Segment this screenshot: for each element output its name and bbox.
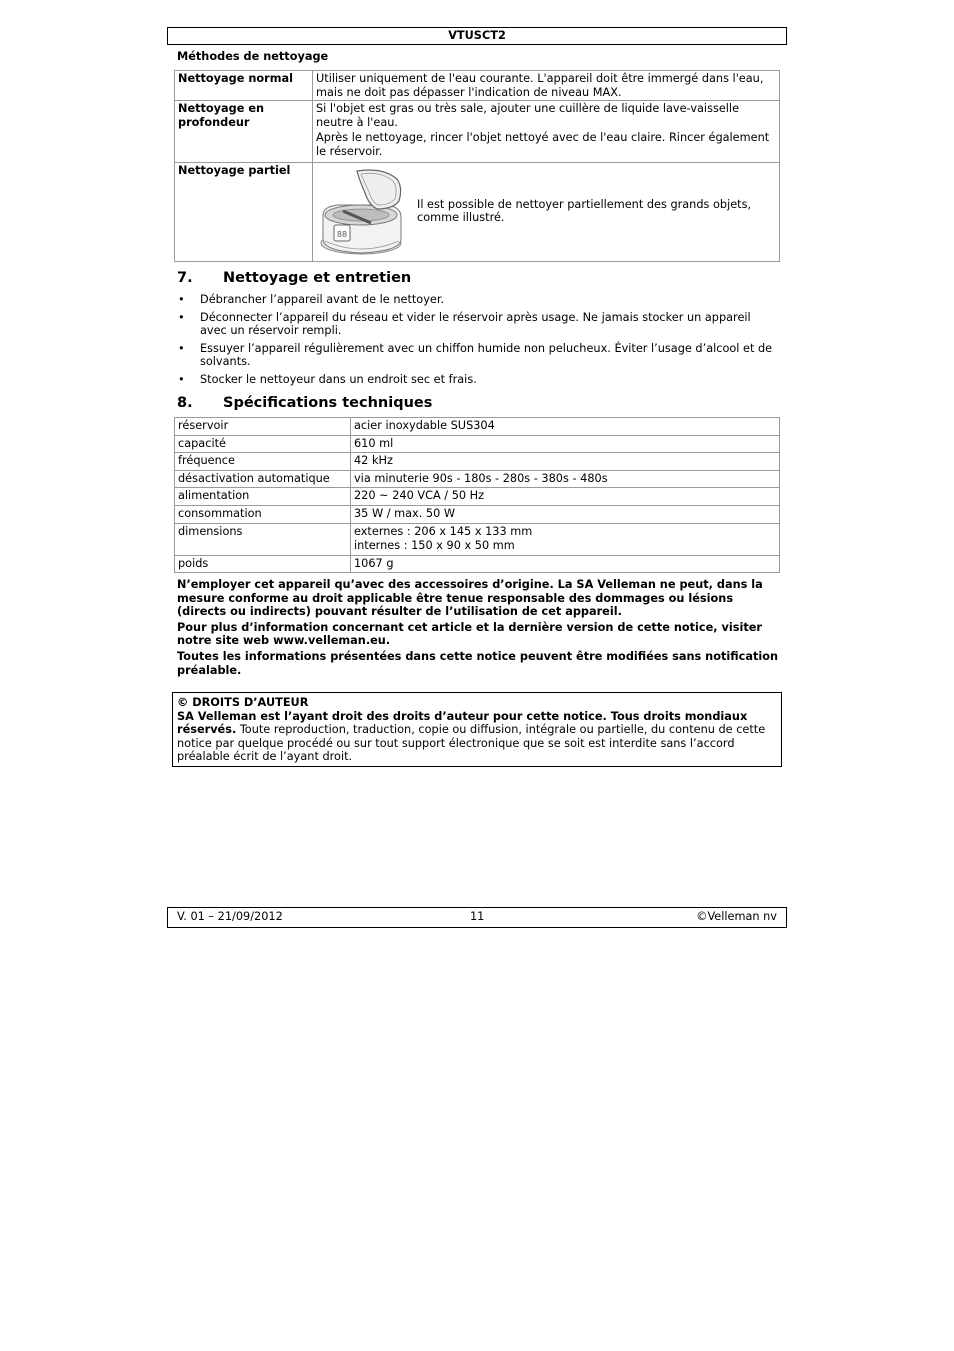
method-description <box>313 162 780 261</box>
bullet-icon: • <box>178 341 185 355</box>
spec-value: 610 ml <box>351 435 780 453</box>
table-row <box>175 435 780 453</box>
list-item-text: Stocker le nettoyeur dans un endroit sec et frais. <box>200 372 477 386</box>
method-description-text: Il est possible de nettoyer partiellement des grands objets, comme illustré. <box>417 197 752 225</box>
footer-page-number: 11 <box>470 910 485 923</box>
spec-key: alimentation <box>175 488 351 506</box>
spec-key: poids <box>175 555 351 573</box>
method-description <box>313 101 780 162</box>
copyright-bold-text: SA Velleman est l’ayant droit des droits d’auteur pour cette notice. Tous droits mondiaux réservés. <box>177 709 748 737</box>
page-header <box>167 27 787 45</box>
spec-value: 1067 g <box>351 555 780 573</box>
table-row <box>175 101 780 162</box>
spec-key: capacité <box>175 435 351 453</box>
spec-key: réservoir <box>175 418 351 436</box>
notice-paragraph: Toutes les informations présentées dans cette notice peuvent être modifiées sans notification préalable. <box>177 649 779 677</box>
spec-key: désactivation automatique <box>175 470 351 488</box>
footer-brand: ©Velleman nv <box>696 910 777 923</box>
cleaning-methods-table <box>174 70 780 262</box>
list-item <box>177 373 775 387</box>
method-label: Nettoyage en profondeur <box>175 101 313 162</box>
method-description: Utiliser uniquement de l'eau courante. L'appareil doit être immergé dans l'eau, mais ne doit pas dépasser l'indication de niveau MAX. <box>313 71 780 101</box>
bullet-icon: • <box>178 310 185 324</box>
ultrasonic-cleaner-illustration <box>317 165 407 259</box>
section-title: Spécifications techniques <box>223 395 433 411</box>
spec-value: 220 ~ 240 VCA / 50 Hz <box>351 488 780 506</box>
list-item <box>177 311 775 338</box>
copyright-text <box>177 710 777 764</box>
spec-value: via minuterie 90s - 180s - 280s - 380s - 480s <box>351 470 780 488</box>
page-footer <box>167 907 787 928</box>
notice-paragraph: Pour plus d’information concernant cet article et la dernière version de cette notice, visiter notre site web www.velleman.eu. <box>177 620 762 648</box>
footer-version: V. 01 – 21/09/2012 <box>177 910 283 923</box>
spec-value: 35 W / max. 50 W <box>351 505 780 523</box>
table-row <box>175 470 780 488</box>
liability-notice <box>177 578 780 679</box>
section-title: Nettoyage et entretien <box>223 270 412 286</box>
notice-paragraph: N’employer cet appareil qu’avec des accessoires d’origine. La SA Velleman ne peut, dans la mesure conforme au droit applicable être tenue responsable des dommages ou lésions (directs ou indirects) pouvant résulter de l’utilisation de cet appareil. <box>177 578 763 619</box>
maintenance-list <box>177 293 775 391</box>
table-row <box>175 418 780 436</box>
model-number: VTUSCT2 <box>448 29 506 42</box>
section-8-heading <box>177 395 432 411</box>
method-label: Nettoyage normal <box>175 71 313 101</box>
table-row <box>175 523 780 555</box>
section-7-heading <box>177 270 411 286</box>
method-paragraph: Si l'objet est gras ou très sale, ajouter une cuillère de liquide lave-vaisselle neutre à l'eau. <box>316 102 740 129</box>
copyright-body-text: Toute reproduction, traduction, copie ou diffusion, intégrale ou partielle, du contenu de cette notice par quelque procédé ou sur tout support électronique que se soit est interdite sans l’accord préalable écrit de l’ayant droit. <box>177 723 766 764</box>
section-number: 8. <box>177 395 193 411</box>
table-row <box>175 488 780 506</box>
spec-value-line: externes : 206 x 145 x 133 mm <box>354 524 533 538</box>
section-number: 7. <box>177 270 193 286</box>
svg-text:88: 88 <box>336 229 348 239</box>
spec-value: 42 kHz <box>351 453 780 471</box>
table-row <box>175 505 780 523</box>
table-row <box>175 453 780 471</box>
spec-key: fréquence <box>175 453 351 471</box>
method-label: Nettoyage partiel <box>175 162 313 261</box>
spec-key: consommation <box>175 505 351 523</box>
list-item-text: Essuyer l’appareil régulièrement avec un chiffon humide non pelucheux. Éviter l’usage d’alcool et de solvants. <box>200 341 773 369</box>
list-item-text: Déconnecter l’appareil du réseau et vider le réservoir après usage. Ne jamais stocker un appareil avec un réservoir rempli. <box>200 310 751 338</box>
spec-value <box>351 523 780 555</box>
list-item <box>177 342 775 369</box>
copyright-box <box>172 692 782 767</box>
bullet-icon: • <box>178 372 185 386</box>
specifications-table <box>174 417 780 573</box>
table-row <box>175 162 780 261</box>
copyright-title: © DROITS D’AUTEUR <box>177 696 309 709</box>
method-paragraph: Après le nettoyage, rincer l'objet nettoyé avec de l'eau claire. Rincer également le réservoir. <box>316 131 770 158</box>
table-row <box>175 555 780 573</box>
spec-value-line: internes : 150 x 90 x 50 mm <box>354 539 515 553</box>
table-row <box>175 71 780 101</box>
list-item-text: Débrancher l’appareil avant de le nettoyer. <box>200 293 445 306</box>
list-item <box>177 293 775 307</box>
bullet-icon: • <box>178 293 185 306</box>
methods-title: Méthodes de nettoyage <box>177 50 329 63</box>
spec-value: acier inoxydable SUS304 <box>351 418 780 436</box>
spec-key: dimensions <box>175 523 351 555</box>
